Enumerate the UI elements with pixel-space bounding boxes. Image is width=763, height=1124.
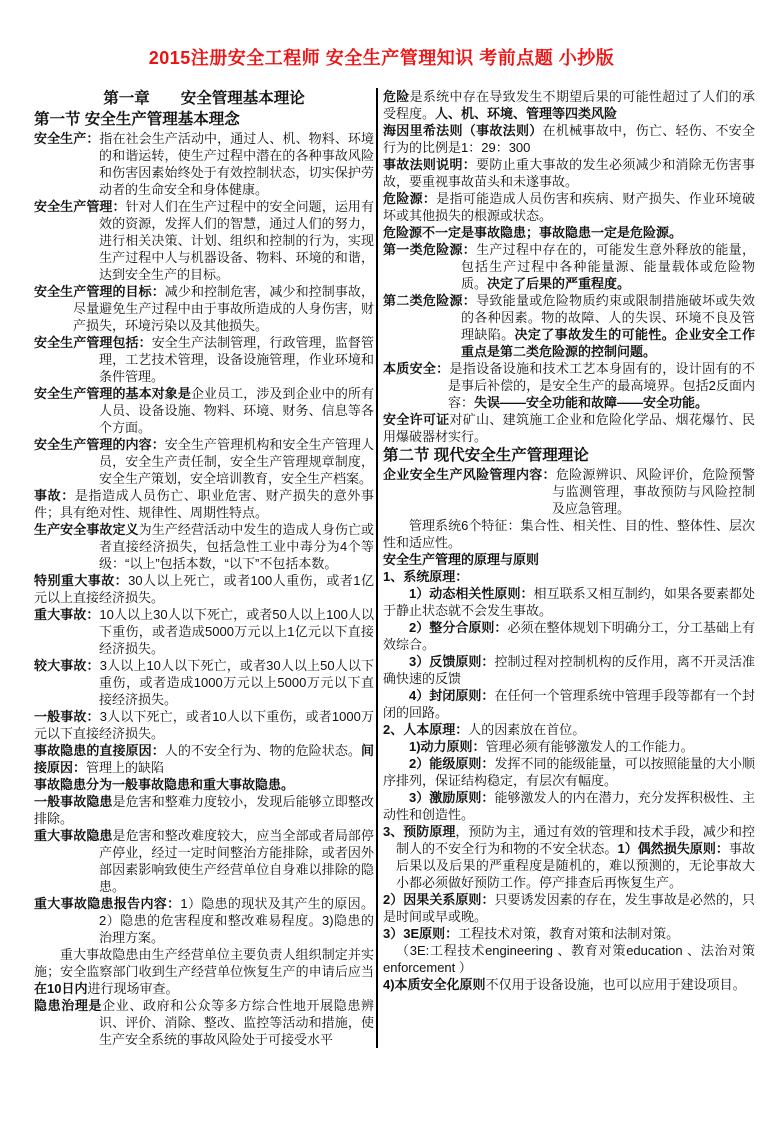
paragraph xyxy=(383,653,755,687)
paragraph xyxy=(383,976,755,993)
text-run: 生产过程中存在的，可能发生意外释放的能量，包括生产过程中各种能量源、能量载体或危险物质。 xyxy=(461,242,755,291)
bold-text-run: 重大事故： xyxy=(34,607,100,622)
paragraph xyxy=(383,156,755,190)
document-title: 2015注册安全工程师 安全生产管理知识 考前点题 小抄版 xyxy=(148,48,615,68)
text-run: 是危害和整难力度较小，发现后能够立即整改排除。 xyxy=(34,794,374,826)
paragraph xyxy=(383,122,755,156)
bold-text-run: 安全生产管理的目标： xyxy=(34,284,165,299)
bold-text-run: 2）因果关系原则： xyxy=(383,892,495,907)
paragraph xyxy=(383,755,755,789)
text-run: 导致能量或危险物质约束或限制措施破坏或失效的各种因素。物的故障、人的失误、环境不良及管理缺陷。 xyxy=(461,293,755,342)
text-run: 管理必须有能够激发人的工作能力。 xyxy=(485,739,694,754)
text-run: 企业、政府和公众等多方综合性地开展隐患辨识、评价、消除、整改、监控等活动和措施，使生产安全系统的事故风险处于可接受水平 xyxy=(99,998,374,1047)
text-run: 1）隐患的现状及其产生的原因。2）隐患的危害程度和整改难易程度。3)隐患的治理方案。 xyxy=(99,896,374,945)
text-run: 人的因素放在首位。 xyxy=(468,722,586,737)
section-heading-1: 第一节 安全生产管理基本理念 xyxy=(34,111,240,128)
text-run: 是系统中存在导致发生不期望后果的可能性超过了人们的承受程度。 xyxy=(383,89,755,121)
text-run: 安全生产法制管理，行政管理，监督管理，工艺技术管理，设备设施管理，作业环境和条件管理。 xyxy=(99,335,374,384)
text-run: 是指造成人员伤亡、职业危害、财产损失的意外事件；具有绝对性、规律性、周期性特点。 xyxy=(34,488,374,520)
paragraph xyxy=(383,466,755,517)
bold-text-run: 间接原因： xyxy=(34,743,374,775)
paragraph xyxy=(34,793,374,827)
bold-text-run: 4)本质安全化原则 xyxy=(383,977,486,992)
bold-text-run: 危险 xyxy=(383,89,410,104)
text-run: 是指可能造成人员伤害和疾病、财产损失、作业环境破坏或其他损失的根源或状态。 xyxy=(383,191,755,223)
paragraph xyxy=(34,997,374,1048)
bold-text-run: 一般事故： xyxy=(34,709,100,724)
document-page xyxy=(0,44,763,1124)
bold-text-run: 安全生产： xyxy=(34,131,100,146)
two-column-layout xyxy=(34,88,755,1048)
text-run: 指在社会生产活动中，通过人、机、物料、环境的和谐运转，使生产过程中潜在的各种事故风险和伤害因素始终处于有效控制状态，切实保护劳动者的生命安全和身体健康。 xyxy=(99,131,374,197)
bold-text-run: 4）封闭原则： xyxy=(409,688,495,703)
paragraph xyxy=(383,789,755,823)
bold-text-run: 危险源： xyxy=(383,191,437,206)
paragraph xyxy=(383,190,755,224)
text-run: 不仅用于设备设施，也可以应用于建设项目。 xyxy=(485,977,746,992)
text-run: 针对人们在生产过程中的安全问题，运用有效的资源，发挥人们的智慧，通过人们的努力，进行相关决策、计划、组织和控制的行为，实现生产过程中人与机器设备、物料、环境的和谐，达到安全生产的目标。 xyxy=(99,199,374,282)
paragraph xyxy=(34,827,374,895)
bold-text-run: 生产安全事故定义 xyxy=(34,522,139,537)
bold-text-run: 安全生产管理的原理与原则 xyxy=(383,552,540,567)
paragraph xyxy=(34,130,374,198)
paragraph xyxy=(383,942,755,976)
text-run: 相互联系又相互制约，如果各要素都处于静止状态就不会发生事故。 xyxy=(383,586,755,618)
bold-text-run: 事故隐患分为一般事故隐患和重大事故隐患。 xyxy=(34,777,295,792)
bold-text-run: 决定了事故发生的可能性。企业安全工作重点是第二类危险源的控制问题。 xyxy=(461,327,755,359)
bold-text-run: 2）整分合原则： xyxy=(409,620,508,635)
text-run: 企业员工，涉及到企业中的所有人员、设备设施、物料、环境、财务、信息等各个方面。 xyxy=(99,386,374,435)
right-paragraphs-bottom xyxy=(383,466,755,993)
paragraph xyxy=(34,283,374,334)
bold-text-run: 2）能级原则： xyxy=(409,756,495,771)
bold-text-run: 3、预防原理 xyxy=(383,824,456,839)
paragraph xyxy=(34,385,374,436)
bold-text-run: 3）激励原则： xyxy=(409,790,495,805)
paragraph xyxy=(34,776,374,793)
bold-text-run: 特别重大事故： xyxy=(34,573,129,588)
text-run: 危险源辨识、风险评价，危险预警与监测管理，事故预防与风险控制及应急管理。 xyxy=(552,467,755,516)
text-run: （3E:工程技术engineering 、教育对策education 、法治对策enforcement ） xyxy=(383,943,755,975)
paragraph xyxy=(383,585,755,619)
paragraph xyxy=(34,895,374,946)
text-run: 30人以上死亡，或者100人重伤，或者1亿元以上直接经济损失。 xyxy=(34,573,374,605)
text-run: 必须在整体规划下明确分工，分工基础上有效综合。 xyxy=(383,620,755,652)
paragraph xyxy=(34,708,374,742)
paragraph xyxy=(34,436,374,487)
bold-text-run: 事故隐患的直接原因： xyxy=(34,743,165,758)
text-run: 重大事故隐患由生产经营单位主要负责人组织制定并实施；安全监察部门收到生产经营单位恢复生产的申请后应当 xyxy=(34,947,374,979)
text-run: ，预防为主，通过有效的管理和技术手段，减少和控制人的不安全行为和物的不安全状态。 xyxy=(396,824,755,856)
text-run: 能够激发人的内在潜力，充分发挥积极性、主动性和创造性。 xyxy=(383,790,755,822)
paragraph xyxy=(383,891,755,925)
text-run: 3人以上10人以下死亡，或者30人以上50人以下重伤，或者造成1000万元以上5000万元以下直接经济损失。 xyxy=(99,658,374,707)
paragraph xyxy=(34,742,374,776)
bold-text-run: 安全生产管理包括： xyxy=(34,335,152,350)
bold-text-run: 3）反馈原则： xyxy=(409,654,495,669)
text-run: 安全生产管理机构和安全生产管理人员，安全生产责任制，安全生产管理规章制度，安全生产策划，安全培训教育，安全生产档案。 xyxy=(99,437,374,486)
paragraph xyxy=(34,487,374,521)
text-run: 是危害和整改难度较大，应当全部或者局部停产停业，经过一定时间整治方能排除，或者因外部因素影响致使生产经营单位自身难以排除的隐患。 xyxy=(99,828,374,894)
bold-text-run: 失误——安全功能和故障——安全功能。 xyxy=(474,395,709,410)
bold-text-run: 第一类危险源： xyxy=(383,242,477,257)
bold-text-run: 安全生产管理的内容： xyxy=(34,437,165,452)
paragraph xyxy=(383,738,755,755)
text-run: 控制过程对控制机构的反作用，离不开灵活准确快速的反馈 xyxy=(383,654,755,686)
bold-text-run: 1）动态相关性原则： xyxy=(409,586,534,601)
paragraph xyxy=(34,657,374,708)
paragraph xyxy=(383,88,755,122)
bold-text-run: 1)动力原则： xyxy=(409,739,486,754)
bold-text-run: 危险源不一定是事故隐患；事故隐患一定是危险源。 xyxy=(383,225,683,240)
section-heading-2: 第二节 现代安全生产管理理论 xyxy=(383,447,589,464)
text-run: 发挥不同的能级能量，可以按照能量的大小顺序排列，保证结构稳定，有层次有幅度。 xyxy=(383,756,755,788)
text-run: 进行现场审查。 xyxy=(87,981,179,996)
text-run: 在任何一个管理系统中管理手段等都有一个封闭的回路。 xyxy=(383,688,755,720)
paragraph xyxy=(383,411,755,445)
bold-text-run: 3）3E原则： xyxy=(383,926,459,941)
paragraph xyxy=(383,619,755,653)
bold-text-run: 较大事故： xyxy=(34,658,100,673)
bold-text-run: 安全生产管理： xyxy=(34,199,126,214)
paragraph xyxy=(34,946,374,997)
text-run: 只要诱发因素的存在，发生事故是必然的，只是时间或早或晚。 xyxy=(383,892,755,924)
paragraph xyxy=(383,360,755,411)
bold-text-run: 海因里希法则（事故法则） xyxy=(383,123,543,138)
left-paragraphs xyxy=(34,130,374,1048)
paragraph xyxy=(34,198,374,283)
paragraph xyxy=(383,292,755,360)
paragraph xyxy=(383,517,755,551)
bold-text-run: 在10日内 xyxy=(34,981,88,996)
bold-text-run: 一般事故隐患 xyxy=(34,794,113,809)
text-run: 减少和控制危害，减少和控制事故，尽量避免生产过程中由于事故所造成的人身伤害，财产损失，环境污染以及其他损失。 xyxy=(73,284,374,333)
bold-text-run: 人、机、环境、管理等四类风险 xyxy=(435,106,618,121)
bold-text-run: 2、人本原理： xyxy=(383,722,469,737)
bold-text-run: 1）偶然损失原则： xyxy=(617,841,729,856)
bold-text-run: 重大事故隐患 xyxy=(34,828,113,843)
paragraph xyxy=(34,572,374,606)
paragraph xyxy=(34,334,374,385)
paragraph xyxy=(383,224,755,241)
paragraph xyxy=(34,606,374,657)
bold-text-run: 第二类危险源： xyxy=(383,293,477,308)
left-column xyxy=(34,88,374,1048)
right-paragraphs-top xyxy=(383,88,755,445)
paragraph xyxy=(34,521,374,572)
text-run: 为生产经营活动中发生的造成人身伤亡或者直接经济损失，包括急性工业中毒分为4个等级：“以上”包括本数，“以下”不包括本数。 xyxy=(99,522,374,571)
bold-text-run: 安全许可证 xyxy=(383,412,450,427)
bold-text-run: 企业安全生产风险管理内容： xyxy=(383,467,556,482)
bold-text-run: 事故： xyxy=(34,488,75,503)
paragraph xyxy=(383,823,755,891)
text-run: 在机械事故中，伤亡、轻伤、不安全行为的比例是1：29：300 xyxy=(383,123,755,155)
paragraph xyxy=(383,687,755,721)
text-run: 对矿山、建筑施工企业和危险化学品、烟花爆竹、民用爆破器材实行。 xyxy=(383,412,755,444)
paragraph xyxy=(383,925,755,942)
text-run: 管理系统6个特征：集合性、相关性、目的性、整体性、层次性和适应性。 xyxy=(383,518,755,550)
text-run: 管理上的缺陷 xyxy=(86,760,165,775)
text-run: 工程技术对策，教育对策和法制对策。 xyxy=(458,926,680,941)
bold-text-run: 事故法则说明： xyxy=(383,157,477,172)
chapter-heading: 第一章 安全管理基本理论 xyxy=(103,90,305,107)
bold-text-run: 隐患治理是 xyxy=(34,998,103,1013)
bold-text-run: 安全生产管理的基本对象是 xyxy=(34,386,191,401)
bold-text-run: 重大事故隐患报告内容： xyxy=(34,896,181,911)
text-run: 人的不安全行为、物的危险状态。 xyxy=(164,743,361,758)
paragraph xyxy=(383,241,755,292)
bold-text-run: 决定了后果的严重程度。 xyxy=(487,276,631,291)
text-run: 事故后果以及后果的严重程度是随机的，难以预测的，无论事故大小都必须做好预防工作。停产排查后再恢复生产。 xyxy=(396,841,755,890)
paragraph xyxy=(383,551,755,568)
paragraph xyxy=(383,721,755,738)
text-run: 3人以下死亡，或者10人以下重伤，或者1000万元以下直接经济损失。 xyxy=(34,709,374,741)
paragraph xyxy=(383,568,755,585)
right-column xyxy=(378,88,755,1048)
bold-text-run: 本质安全： xyxy=(383,361,450,376)
text-run: 要防止重大事故的发生必须减少和消除无伤害事故，要重视事故苗头和未遂事故。 xyxy=(383,157,755,189)
text-run: 10人以上30人以下死亡，或者50人以上100人以下重伤，或者造成5000万元以上1亿元以下直接经济损失。 xyxy=(99,607,374,656)
text-run: 是指设备设施和技术工艺本身固有的，设计固有的不是事后补偿的，是安全生产的最高境界。包括2反面内容： xyxy=(448,361,755,410)
bold-text-run: 1、系统原理： xyxy=(383,569,469,584)
